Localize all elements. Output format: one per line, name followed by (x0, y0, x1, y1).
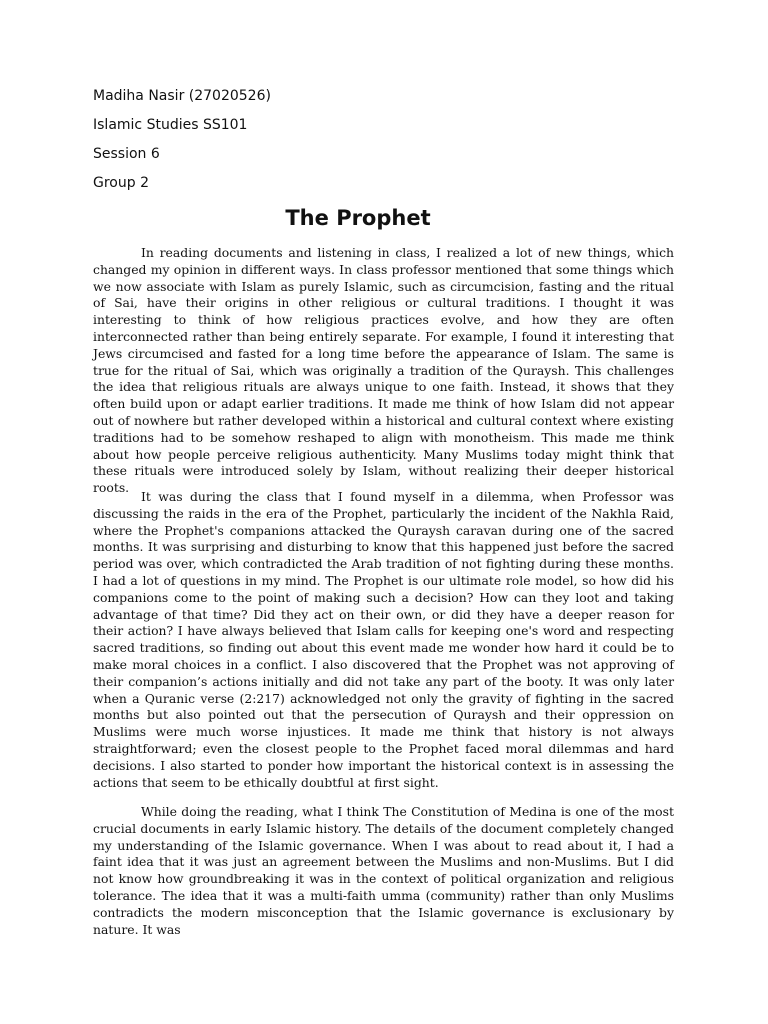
paragraph-1: In reading documents and listening in class, I realized a lot of new things, which changed my opinion in different ways. In class professor mentioned that some things which we now associate with Islam as purely Islamic, such as circumcision, fasting and the ritual of Sai, have their origins in other religious or cultural traditions. I thought it was interesting to think of how religious practices evolve, and how they are often interconnected rather than being entirely separate. For example, I found it interesting that Jews circumcised and fasted for a long time before the appearance of Islam. The same is true for the ritual of Sai, which was originally a tradition of the Quraysh. This challenges the idea that religious rituals are always unique to one faith. Instead, it shows that they often build upon or adapt earlier traditions. It made me think of how Islam did not appear out of nowhere but rather developed within a historical and cultural context where existing traditions had to be somehow reshaped to align with monotheism. This made me think about how people perceive religious authenticity. Many Muslims today might think that these rituals were introduced solely by Islam, without realizing their deeper historical roots. (93, 245, 674, 496)
paragraph-2: It was during the class that I found myself in a dilemma, when Professor was discussing the raids in the era of the Prophet, particularly the incident of the Nakhla Raid, where the Prophet's companions attacked the Quraysh caravan during one of the sacred months. It was surprising and disturbing to know that this happened just before the sacred period was over, which contradicted the Arab tradition of not fighting during these months. I had a lot of questions in my mind. The Prophet is our ultimate role model, so how did his companions come to the point of making such a decision? How can they loot and taking advantage of that time? Did they act on their own, or did they have a deeper reason for their action? I have always believed that Islam calls for keeping one's word and respecting sacred traditions, so finding out about this event made me wonder how hard it could be to make moral choices in a conflict. I also discovered that the Prophet was not approving of their companion’s actions initially and did not take any part of the booty. It was only later when a Quranic verse (2:217) acknowledged not only the gravity of fighting in the sacred months but also pointed out that the persecution of Quraysh and their oppression on Muslims were much worse injustices. It made me think that history is not always straightforward; even the closest people to the Prophet faced moral dilemmas and hard decisions. I also started to ponder how important the historical context is in assessing the actions that seem to be ethically doubtful at first sight. (93, 489, 674, 790)
paragraph-3: While doing the reading, what I think The Constitution of Medina is one of the most crucial documents in early Islamic history. The details of the document completely changed my understanding of the Islamic governance. When I was about to read about it, I had a faint idea that it was just an agreement between the Muslims and non-Muslims. But I did not know how groundbreaking it was in the context of political organization and religious tolerance. The idea that it was a multi-faith umma (community) rather than only Muslims contradicts the modern misconception that the Islamic governance is exclusionary by nature. It was (93, 804, 674, 937)
session-line: Session 6 (93, 146, 160, 162)
author-line: Madiha Nasir (27020526) (93, 88, 271, 104)
group-line: Group 2 (93, 175, 149, 191)
document-title: The Prophet (285, 206, 431, 230)
course-line: Islamic Studies SS101 (93, 117, 248, 133)
